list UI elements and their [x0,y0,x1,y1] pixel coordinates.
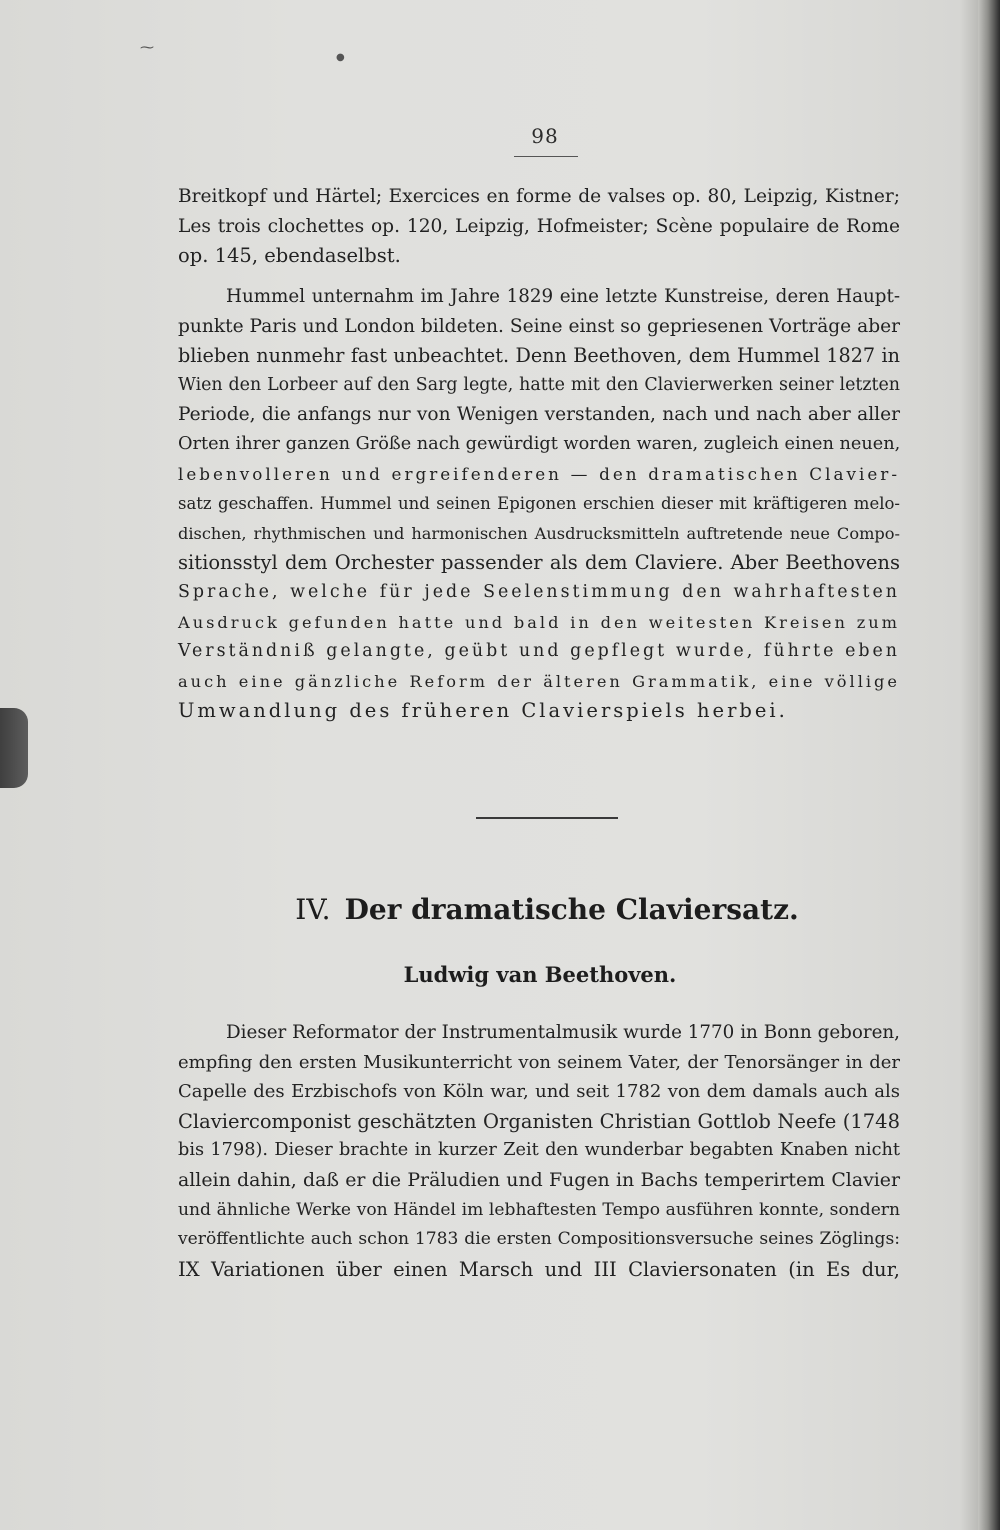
text-line: auch eine gänzliche Reform der älteren Grammatik, eine völlige [178,671,900,691]
text-line: blieben nunmehr fast unbeachtet. Denn Beethoven, dem Hummel 1827 in [178,344,900,368]
text-line: satz geschaffen. Hummel und seinen Epigonen erschien dieser mit kräftigeren melo- [178,494,900,514]
page-number-underline [514,156,578,157]
text-line: Verständniß gelangte, geübt und gepflegt wurde, führte eben [178,641,900,662]
text-line: Claviercomponist geschätzten Organisten Christian Gottlob Neefe (1748 [178,1109,900,1133]
text-line: Wien den Lorbeer auf den Sarg legte, hatte mit den Clavierwerken seiner letzten [178,374,900,395]
page-number: 98 [531,124,559,148]
chapter-title: Der dramatische Claviersatz. [344,893,799,926]
paragraph-hummel [178,282,900,726]
text-line: dischen, rhythmischen und harmonischen Ausdrucksmitteln auftretende neue Compo- [178,523,900,543]
binding-clip [0,708,28,788]
page-edge [978,0,1000,1530]
text-line: sitionsstyl dem Orchester passender als dem Claviere. Aber Beethovens [178,551,900,575]
text-line: veröffentlichte auch schon 1783 die ersten Compositionsversuche seines Zöglings: [178,1229,900,1250]
text-line: Breitkopf und Härtel; Exercices en forme de valses op. 80, Leipzig, Kistner; [178,186,900,207]
text-line: Les trois clochettes op. 120, Leipzig, Hofmeister; Scène populaire de Rome [178,215,900,237]
text-line: punkte Paris und London bildeten. Seine einst so gepriesenen Vorträge aber [178,315,900,337]
text-line: op. 145, ebendaselbst. [178,244,401,268]
text-line: Dieser Reformator der Instrumentalmusik wurde 1770 in Bonn geboren, [226,1022,900,1043]
text-line: bis 1798). Dieser brachte in kurzer Zeit den wunderbar begabten Knaben nicht [178,1140,900,1161]
text-line: lebenvolleren und ergreifenderen — den dramatischen Clavier- [178,463,900,484]
text-line: IX Variationen über einen Marsch und III Claviersonaten (in Es dur, [178,1257,900,1281]
text-line: allein dahin, daß er die Präludien und Fugen in Bachs temperirtem Clavier [178,1168,900,1191]
chapter-subtitle: Ludwig van Beethoven. [403,962,677,987]
stray-mark: ⁓ [140,40,154,56]
text-line: Umwandlung des früheren Clavierspiels herbei. [178,699,788,723]
chapter-heading [0,893,1000,926]
text-line: Periode, die anfangs nur von Wenigen verstanden, nach und nach aber aller [178,404,900,426]
text-line: Capelle des Erzbischofs von Köln war, und seit 1782 von dem damals auch als [178,1081,900,1103]
stray-dot: ● [336,52,345,63]
text-line: Hummel unternahm im Jahre 1829 eine letzte Kunstreise, deren Haupt- [226,286,900,307]
paragraph-top [178,182,900,271]
paragraph-beethoven [178,1018,900,1284]
text-line: Ausdruck gefunden hatte und bald in den weitesten Kreisen zum [178,612,900,632]
section-divider [476,817,618,819]
text-line: Sprache, welche für jede Seelenstimmung den wahrhaftesten [178,581,900,602]
text-line: und ähnliche Werke von Händel im lebhaftesten Tempo ausführen konnte, sondern [178,1199,900,1220]
chapter-number: IV. [295,893,331,926]
text-line: empfing den ersten Musikunterricht von seinem Vater, der Tenorsänger in der [178,1051,900,1073]
text-line: Orten ihrer ganzen Größe nach gewürdigt worden waren, zugleich einen neuen, [178,433,901,454]
